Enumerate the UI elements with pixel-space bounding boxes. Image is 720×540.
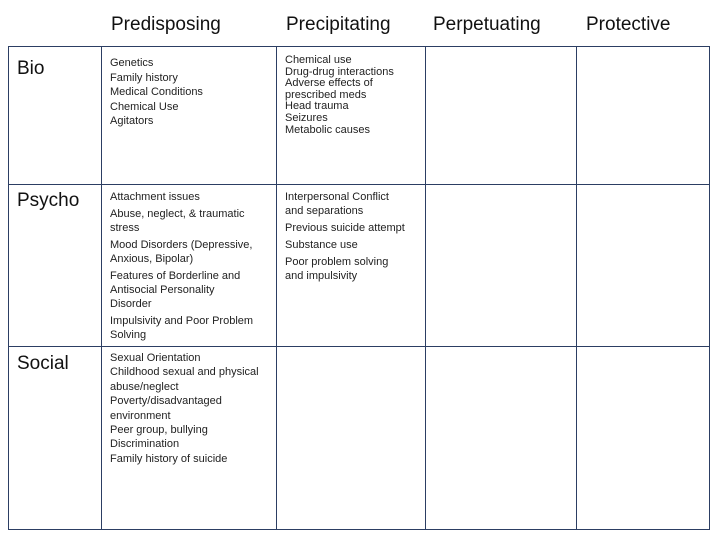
cell-line: Antisocial Personality	[110, 284, 215, 296]
cell-line: stress	[110, 222, 140, 234]
cell-line: Solving	[110, 329, 147, 341]
cell-line: Poverty/disadvantaged	[110, 395, 222, 408]
row-header-psycho: Psycho	[17, 190, 80, 211]
cell-line: Features of Borderline and	[110, 270, 241, 282]
cell-line: Disorder	[110, 298, 152, 310]
grid-line	[709, 46, 710, 530]
cell-line: Family history	[110, 71, 178, 84]
cell-line: environment	[110, 409, 171, 422]
row-header-social: Social	[17, 353, 69, 374]
cell-line: Anxious, Bipolar)	[110, 253, 194, 265]
cell-line: Attachment issues	[110, 191, 200, 203]
grid-line	[8, 529, 710, 530]
grid-line	[276, 46, 277, 530]
grid-line	[8, 46, 9, 530]
cell-psycho-predisposing	[110, 190, 274, 342]
cell-line: Head trauma	[285, 100, 349, 113]
grid-line	[101, 46, 102, 530]
cell-line: Chemical use	[285, 54, 352, 66]
cell-line: Childhood sexual and physical	[110, 366, 259, 379]
cell-line: and impulsivity	[285, 270, 358, 282]
cell-bio-precipitating	[285, 55, 423, 136]
row-header-bio: Bio	[17, 58, 45, 79]
cell-line: and separations	[285, 205, 364, 217]
cell-line: Chemical Use	[110, 100, 179, 113]
column-header-perpetuating: Perpetuating	[433, 14, 541, 35]
cell-line: Impulsivity and Poor Problem	[110, 315, 254, 327]
cell-line: Interpersonal Conflict	[285, 191, 389, 203]
grid-line	[8, 184, 710, 185]
cell-social-predisposing	[110, 351, 274, 466]
cell-line: Metabolic causes	[285, 123, 370, 136]
cell-line: Genetics	[110, 57, 154, 69]
cell-line: Family history of suicide	[110, 452, 228, 465]
cell-line: Previous suicide attempt	[285, 222, 405, 234]
column-header-precipitating: Precipitating	[286, 14, 391, 35]
cell-line: Agitators	[110, 115, 154, 128]
grid-line	[576, 46, 577, 530]
grid-line	[425, 46, 426, 530]
cell-line: Poor problem solving	[285, 256, 389, 268]
cell-line: Sexual Orientation	[110, 352, 201, 364]
column-header-protective: Protective	[586, 14, 671, 35]
cell-line: Medical Conditions	[110, 86, 203, 99]
grid-line	[8, 346, 710, 347]
cell-line: Discrimination	[110, 438, 180, 451]
cell-line: Drug-drug interactions	[285, 65, 394, 78]
cell-psycho-precipitating	[285, 190, 423, 283]
cell-line: abuse/neglect	[110, 380, 179, 393]
cell-line: Seizures	[285, 111, 328, 124]
cell-line: Mood Disorders (Depressive,	[110, 239, 253, 251]
cell-line: prescribed meds	[285, 88, 367, 101]
column-header-predisposing: Predisposing	[111, 14, 221, 35]
cell-line: Adverse effects of	[285, 77, 373, 90]
cell-line: Peer group, bullying	[110, 424, 208, 437]
cell-bio-predisposing	[110, 56, 270, 129]
cell-line: Abuse, neglect, & traumatic	[110, 208, 245, 220]
cell-line: Substance use	[285, 239, 358, 251]
grid-line	[8, 46, 710, 47]
